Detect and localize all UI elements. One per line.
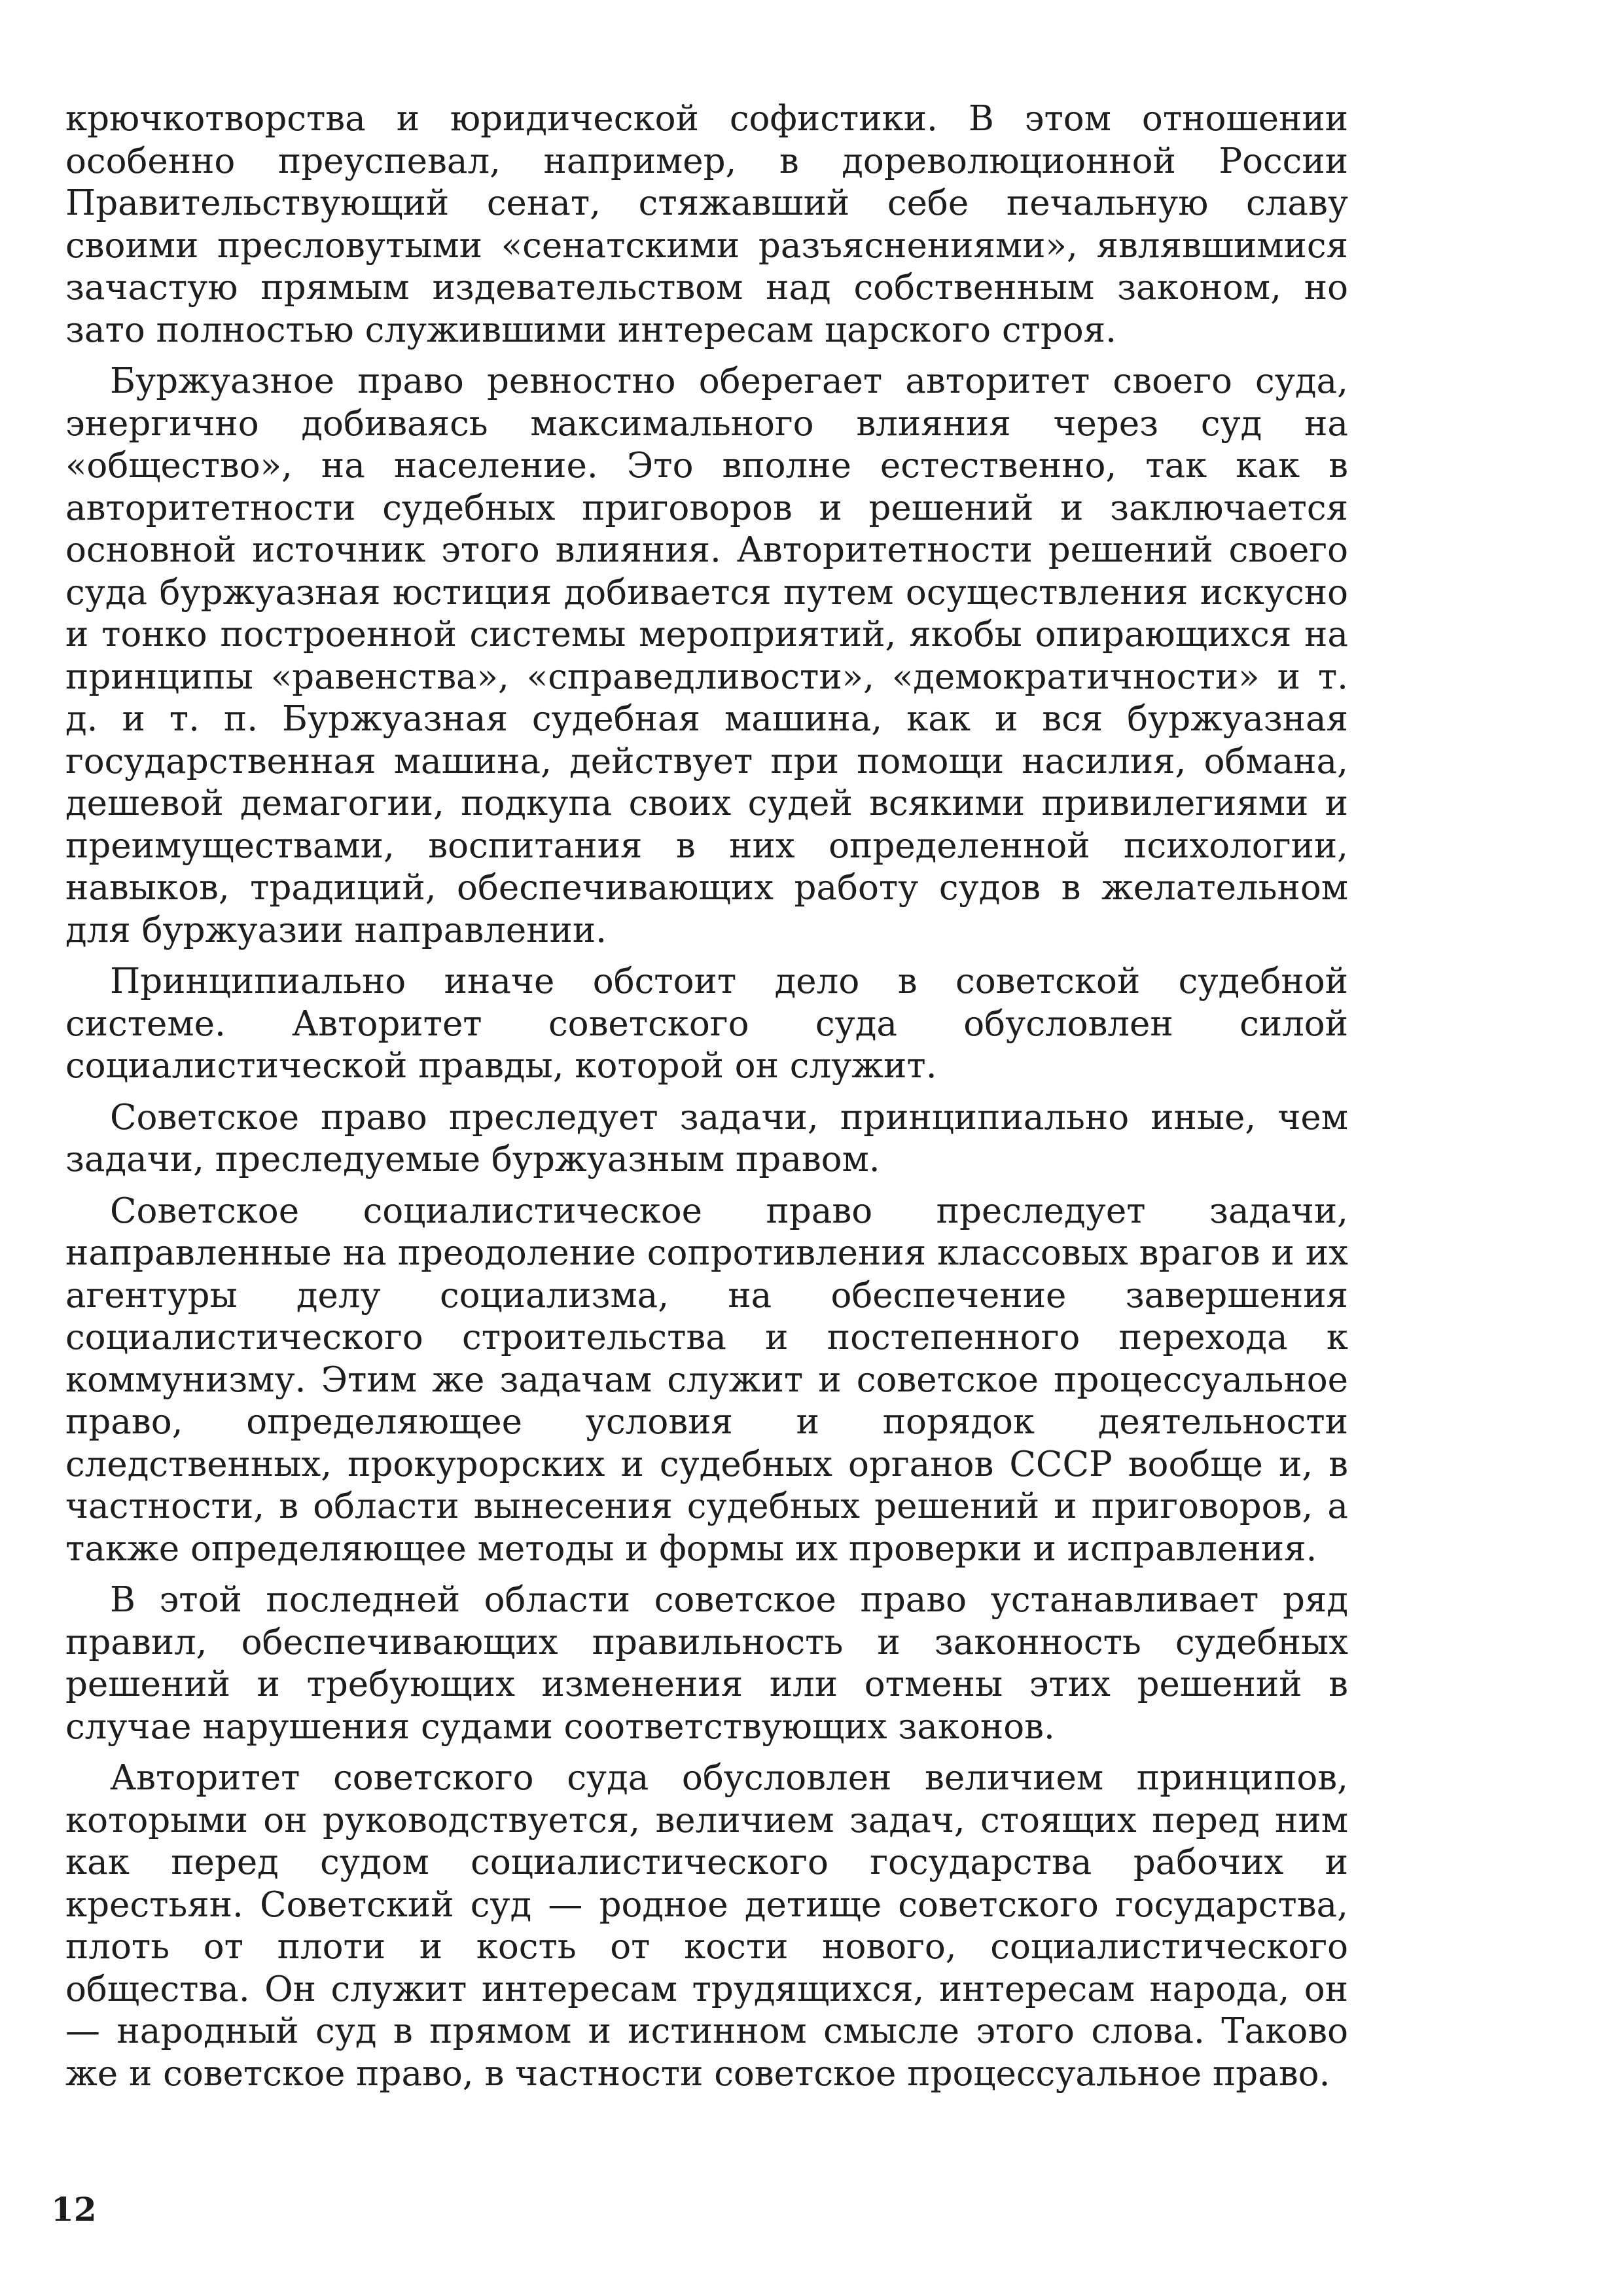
paragraph-1: крючкотворства и юридической софистики. В этом отношении особенно преуспевал, например, в дореволюционной России Правительствующий сенат, стяжавший себе печальную славу своими пресловутыми «сенатскими разъяснениями», являвшимися зачастую прямым издевательством над собственным законом, но зато полностью служившими интересам царского строя. [65, 99, 1348, 350]
page-number: 12 [51, 2190, 97, 2229]
paragraph-4: Советское право преследует задачи, принципиально иные, чем задачи, преследуемые буржуазным правом. [65, 1097, 1348, 1179]
page-text [65, 98, 1348, 2104]
paragraph-2: Буржуазное право ревностно оберегает авторитет своего суда, энергично добиваясь максимального влияния через суд на «общество», на население. Это вполне естественно, так как в авторитетности судебных приговоров и решений и заключается основной источник этого влияния. Авторитетности решений своего суда буржуазная юстиция добивается путем осуществления искусно и тонко построенной системы мероприятий, якобы опирающихся на принципы «равенства», «справедливости», «демократичности» и т. д. и т. п. Буржуазная судебная машина, как и вся буржуазная государственная машина, действует при помощи насилия, обмана, дешевой демагогии, подкупа своих судей всякими привилегиями и преимуществами, воспитания в них определенной психологии, навыков, традиций, обеспечивающих работу судов в желательном для буржуазии направлении. [65, 361, 1348, 950]
paragraph-5: Советское социалистическое право преследует задачи, направленные на преодоление сопротивления классовых врагов и их агентуры делу социализма, на обеспечение завершения социалистического строительства и постепенного перехода к коммунизму. Этим же задачам служит и советское процессуальное право, определяющее условия и порядок деятельности следственных, прокурорских и судебных органов СССР вообще и, в частности, в области вынесения судебных решений и приговоров, а также определяющее методы и формы их проверки и исправления. [65, 1191, 1348, 1569]
paragraph-6: В этой последней области советское право устанавливает ряд правил, обеспечивающих правильность и законность судебных решений и требующих изменения или отмены этих решений в случае нарушения судами соответствующих законов. [65, 1580, 1348, 1747]
paragraph-3: Принципиально иначе обстоит дело в советской судебной системе. Авторитет советского суда обусловлен силой социалистической правды, которой он служит. [65, 961, 1348, 1086]
paragraph-7: Авторитет советского суда обусловлен величием принципов, которыми он руководствуется, величием задач, стоящих перед ним как перед судом социалистического государства рабочих и крестьян. Советский суд — родное детище советского государства, плоть от плоти и кость от кости нового, социалистического общества. Он служит интересам трудящихся, интересам народа, он — народный суд в прямом и истинном смысле этого слова. Таково же и советское право, в частности советское процессуальное право. [65, 1758, 1348, 2094]
